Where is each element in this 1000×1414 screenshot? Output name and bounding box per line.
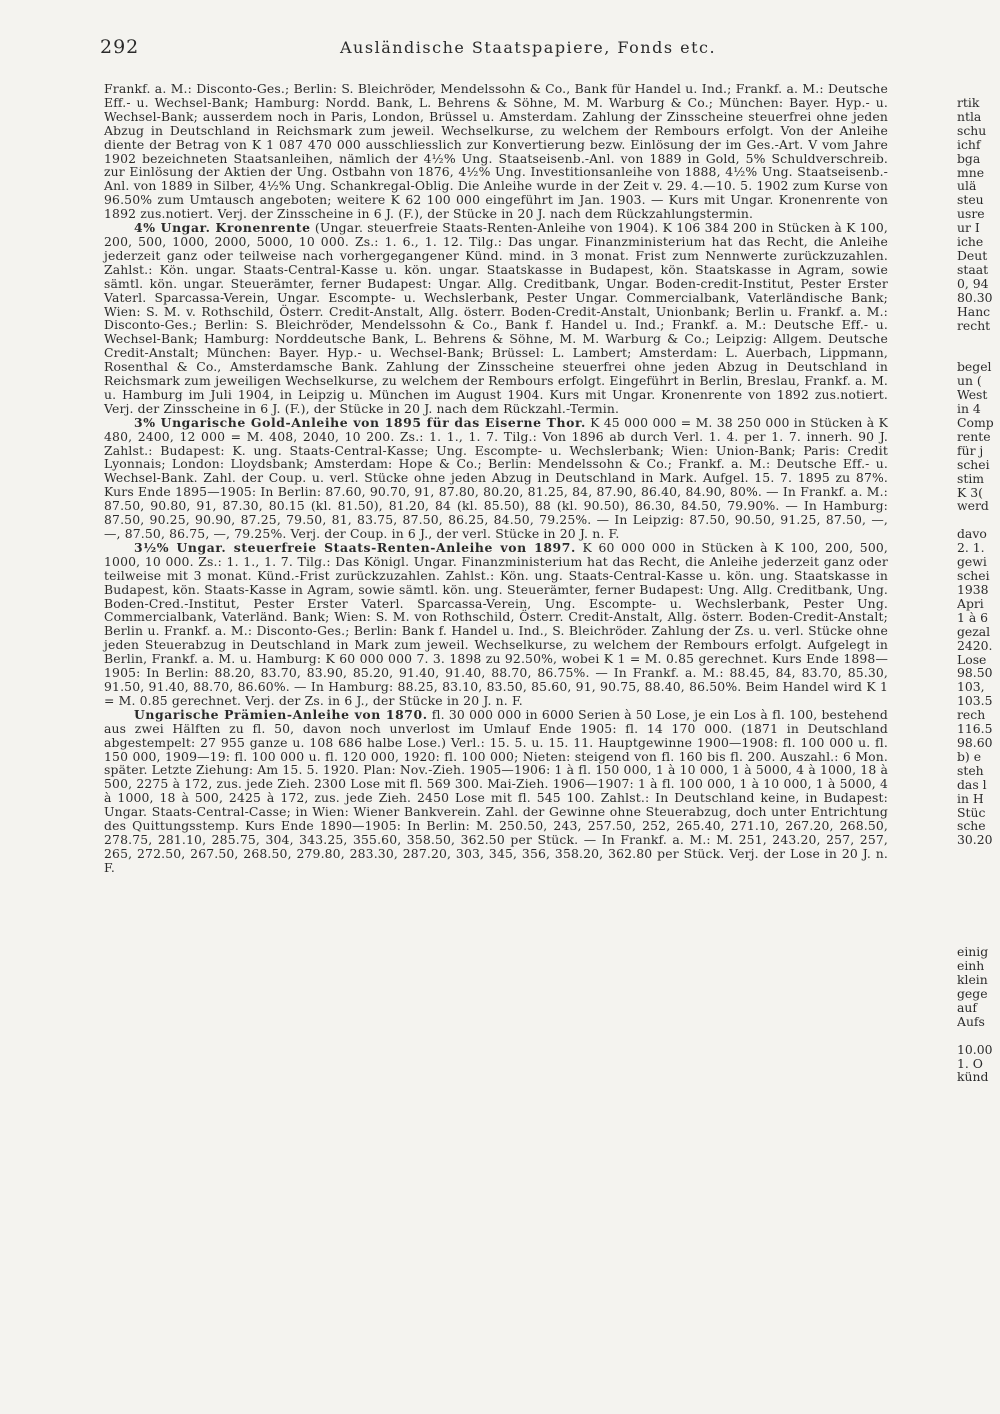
cut-text-line: 98.50: [957, 665, 993, 681]
cut-text-line: rtik: [957, 96, 980, 110]
entry-text: (Ungar. steuerfreie Staats-Renten-Anleihe von 1904). K 106 384 200 in Stücken à K 100, 200, 500, 1000, 2000, 5000, 10 000. Zs.: 1. 6., 1. 12. Tilg.: Das ungar. Finanzministerium hat das Recht, die Anleihe jederzeit ganz oder teilweise nach vorhergegangener Künd. mind. in 3 monat. Frist zum Nennwerte zurückzuzahlen. Zahlst.: Kön. ungar. Staats-Central-Kasse u. kön. ungar. Staatskasse in Budapest, kön. Staatskasse in Agram, sowie sämtl. kön. ungar. Steuerämter, ferner Budapest: Ungar. Allg. Creditbank, Ungar. Boden-credit-Institut, Pester Erster Vaterl. Sparcassa-Verein, Ungar. Escompte- u. Wechslerbank, Pester Ungar. Commercialbank, Vaterländische Bank; Wien: S. M. v. Rothschild, Österr. Credit-Anstalt, Allg. österr. Boden-Credit-Anstalt, Unionbank; Berlin u. Frankf. a. M.: Disconto-Ges.; Berlin: S. Bleichröder, Mendelssohn & Co., Bank f. Handel u. Ind.; Frankf. a. M.: Deutsche Eff.- u. Wechsel-Bank; Hamburg: Norddeutsche Bank, L. Behrens & Söhne, M. M. Warburg & Co.; Leipzig: Allgem. Deutsche Credit-Anstalt; München: Bayer. Hyp.- u. Wechsel-Bank; Brüssel: L. Lambert; Amsterdam: L. Auerbach, Lippmann, Rosenthal & Co., Amsterdamsche Bank. Zahlung der Zinsscheine steuerfrei ohne jeden Abzug in Deutschland in Reichsmark zum jeweiligen Wechselkurse, zu welchem der Rembours erfolgt. Eingeführt in Berlin, Breslau, Frankf. a. M. u. Hamburg im Juli 1904, in Leipzig u. München im August 1904. Kurs mit Ungar. Kronenrente von 1892 zus.notiert. Verj. der Zinsscheine in 6 J. (F.), der Stücke in 20 J. nach dem Rückzahl.-Termin.: [104, 220, 888, 416]
cut-text-line: 1938: [957, 582, 989, 597]
cut-text-line: einh: [957, 958, 985, 974]
cut-text-line: [957, 346, 1000, 360]
cut-text-line: [957, 861, 1000, 875]
cut-text-line: stim: [957, 470, 985, 486]
adjacent-page-fragment: [957, 96, 1000, 1084]
cut-text-line: werd: [957, 498, 989, 514]
entry-text: K 60 000 000 in Stücken à K 100, 200, 500, 1000, 10 000. Zs.: 1. 1., 1. 7. Tilg.: Das Königl. Ungar. Finanzministerium hat das Recht, die Anleihe jederzeit ganz oder teilweise mit 3 monat. Künd.-Frist zurückzuzahlen. Zahlst.: Kön. ung. Staats-Central-Kasse u. kön. ung. Staatskasse in Budapest, kön. Staats-Kasse in Agram, sowie sämtl. kön. ung. Steuerämter, ferner Budapest: Ung. Allg. Creditbank, Ung. Boden-Cred.-Institut, Pester Erster Vaterl. Sparcassa-Verein, Ung. Escompte- u. Wechslerbank, Pester Ung. Commercialbank, Vaterländ. Bank; Wien: S. M. von Rothschild, Österr. Credit-Anstalt, Allg. österr. Boden-Credit-Anstalt; Berlin u. Frankf. a. M.: Disconto-Ges.; Berlin: Bank f. Handel u. Ind., S. Bleichröder. Zahlung der Zs. u. verl. Stücke ohne jeden Steuerabzug in Deutschland in Mark zum jeweil. Wechselkurse, zu welchem der Rembours erfolgt. Aufgelegt in Berlin, Frankf. a. M. u. Hamburg: K 60 000 000 7. 3. 1898 zu 92.50%, wobei K 1 = M. 0.85 gerechnet. Kurs Ende 1898—1905: In Berlin: 88.20, 83.70, 83.90, 85.20, 91.40, 91.40, 88.70, 86.75%. — In Frankf. a. M.: 88.45, 84, 83.70, 85.30, 91.50, 91.40, 88.70, 86.60%. — In Hamburg: 88.25, 83.10, 83.50, 85.60, 91, 90.75, 88.40, 86.50%. Beim Handel wird K 1 = M. 0.85 gerechnet. Verj. der Zs. in 6 J., der Stücke in 20 J. n. F.: [104, 539, 888, 708]
cut-text-line: auf: [957, 999, 977, 1015]
cut-text-line: begel: [957, 359, 992, 375]
cut-text-line: Aufs: [957, 1013, 985, 1029]
cut-text-line: [957, 889, 1000, 903]
cut-text-line: [957, 332, 1000, 346]
cut-text-line: recht: [957, 317, 991, 333]
entry-heading: 4% Ungar. Kronenrente: [134, 220, 311, 236]
page-number: 292: [100, 36, 140, 58]
cut-text-line: 10.00: [957, 1041, 993, 1057]
cut-text-line: bga: [957, 150, 981, 166]
entry-heading: 3% Ungarische Gold-Anleihe von 1895 für das Eiserne Thor.: [134, 414, 586, 430]
cut-text-line: steh: [957, 762, 984, 778]
cut-text-line: sche: [957, 818, 986, 834]
entry-kronenrente: [104, 221, 888, 416]
cut-text-line: gege: [957, 985, 988, 1001]
cut-text-line: [957, 917, 1000, 931]
cut-text-line: K 3(: [957, 484, 983, 500]
cut-text-line: [957, 875, 1000, 889]
entry-heading: Ungarische Prämien-Anleihe von 1870.: [134, 706, 428, 722]
cut-text-line: ur I: [957, 220, 980, 236]
cut-text-line: 103.5: [957, 693, 993, 709]
cut-text-line: in 4: [957, 401, 981, 417]
cut-text-line: [957, 513, 1000, 527]
entry-text: K 45 000 000 = M. 38 250 000 in Stücken à K 480, 2400, 12 000 = M. 408, 2040, 10 200. Zs.: 1. 1., 1. 7. Tilg.: Von 1896 ab durch Verl. 1. 4. per 1. 7. innerh. 90 J. Zahlst.: Budapest: K. ung. Staats-Central-Kasse; Ung. Escompte- u. Wechslerbank; Wien: Union-Bank; Paris: Credit Lyonnais; London: Lloydsbank; Amsterdam: Hope & Co.; Berlin: Mendelssohn & Co.; Frankf. a. M.: Deutsche Eff.- u. Wechsel-Bank. Zahl. der Coup. u. verl. Stücke ohne jeden Abzug in Deutschland in Mark. Aufgel. 15. 7. 1895 zu 87%. Kurs Ende 1895—1905: In Berlin: 87.60, 90.70, 91, 87.80, 80.20, 81.25, 84, 87.90, 86.40, 84.90, 80%. — In Frankf. a. M.: 87.50, 90.80, 91, 87.30, 80.15 (kl. 81.50), 81.20, 84 (kl. 85.50), 88 (kl. 90.50), 86.30, 84.50, 79.90%. — In Hamburg: 87.50, 90.25, 90.90, 87.25, 79.50, 81, 83.75, 87.50, 86.25, 84.50, 79.25%. — In Leipzig: 87.50, 90.50, 91.25, 87.50, —, —, 87.50, 86.75, —, 79.25%. Verj. der Coup. in 6 J., der verl. Stücke in 20 J. n. F.: [104, 414, 888, 541]
cut-text-line: einig: [957, 944, 989, 960]
cut-text-line: davo: [957, 526, 987, 542]
cut-text-line: 116.5: [957, 721, 993, 737]
cut-text-line: Apri: [957, 595, 984, 611]
cut-text-line: 103,: [957, 679, 985, 695]
cut-text-line: b) e: [957, 748, 982, 764]
cut-text-line: 80.30: [957, 289, 993, 305]
cut-text-line: ichf: [957, 136, 981, 152]
cut-text-line: steu: [957, 192, 984, 208]
cut-text-line: Stüc: [957, 804, 986, 820]
cut-text-line: iche: [957, 234, 984, 250]
cut-text-line: 30.20: [957, 832, 993, 848]
cut-text-line: 98.60: [957, 734, 993, 750]
cut-text-line: schei: [957, 456, 990, 472]
cut-text-line: Hanc: [957, 303, 991, 319]
entry-text: fl. 30 000 000 in 6000 Serien à 50 Lose, je ein Los à fl. 100, bestehend aus zwei Hälften zu fl. 50, davon noch unverlost im Umlauf Ende 1905: fl. 14 170 000. (1871 in Deutschland abgestempelt: 27 955 ganze u. 108 686 halbe Lose.) Verl.: 15. 5. u. 15. 11. Hauptgewinne 1900—1908: fl. 100 000 u. fl. 150 000, 1909—19: fl. 100 000 u. fl. 120 000, 1920: fl. 100 000; Nieten: steigend von fl. 160 bis fl. 200. Auszahl.: 6 Mon. später. Letzte Ziehung: Am 15. 5. 1920. Plan: Nov.-Zieh. 1905—1906: 1 à fl. 150 000, 1 à 10 000, 1 à 5000, 4 à 1000, 18 à 500, 2275 à 172, zus. jede Zieh. 2300 Lose mit fl. 569 300. Mai-Zieh. 1906—1907: 1 à fl. 100 000, 1 à 10 000, 1 à 5000, 4 à 1000, 18 à 500, 2425 à 172, zus. jede Zieh. 2450 Lose mit fl. 545 100. Zahlst.: In Deutschland keine, in Budapest: Ungar. Staats-Central-Casse; in Wien: Wiener Bankverein. Zahl. der Gewinne ohne Steuerabzug, doch unter Entrichtung des Quittungsstemp. Kurs Ende 1890—1905: In Berlin: M. 250.50, 243, 257.50, 252, 265.40, 271.10, 267.20, 268.50, 278.75, 281.10, 285.75, 304, 343.25, 355.60, 358.50, 362.50 per Stück. — In Frankf. a. M.: M. 251, 243.20, 257, 257, 265, 272.50, 267.50, 268.50, 279.80, 283.30, 287.20, 303, 345, 356, 358.20, 362.80 per Stück. Verj. der Lose in 20 J. n. F.: [104, 706, 888, 875]
cut-text-line: West: [957, 387, 988, 403]
main-column: [104, 82, 888, 875]
cut-text-line: schei: [957, 568, 990, 584]
cut-text-line: rente: [957, 428, 991, 444]
cut-text-line: usre: [957, 206, 985, 222]
cut-text-line: rech: [957, 707, 986, 723]
cut-text-line: Comp: [957, 415, 994, 431]
cut-text-line: [957, 903, 1000, 917]
cut-text-line: mne: [957, 164, 985, 180]
cut-text-line: in H: [957, 790, 984, 806]
cut-text-line: ntla: [957, 108, 982, 124]
cut-text-line: Lose: [957, 651, 987, 667]
entry-heading: 3½% Ungar. steuerfreie Staats-Renten-Anleihe von 1897.: [134, 539, 576, 555]
cut-text-line: 2. 1.: [957, 540, 985, 556]
cut-text-line: un (: [957, 373, 982, 389]
cut-text-line: [957, 931, 1000, 945]
cut-text-line: klein: [957, 972, 988, 988]
cut-text-line: 1 à 6: [957, 609, 989, 625]
entry-staats-renten-1897: [104, 541, 888, 708]
cut-text-line: [957, 1029, 1000, 1043]
cut-text-line: 0, 94: [957, 275, 989, 291]
cut-text-line: staat: [957, 261, 989, 277]
cut-text-line: für j: [957, 442, 984, 458]
cut-text-line: 1. O: [957, 1055, 983, 1071]
cut-text-line: [957, 847, 1000, 861]
cut-text-line: gezal: [957, 623, 991, 639]
cut-text-line: das l: [957, 776, 987, 792]
entry-gold-anleihe-1895: [104, 416, 888, 541]
intro-paragraph: Frankf. a. M.: Disconto-Ges.; Berlin: S. Bleichröder, Mendelssohn & Co., Bank für Handel u. Ind.; Frankf. a. M.: Deutsche Eff.- u. Wechsel-Bank; Hamburg: Nordd. Bank, L. Behrens & Söhne, M. M. Warburg & Co.; München: Bayer. Hyp.- u. Wechsel-Bank; ausserdem noch in Paris, London, Brüssel u. Amsterdam. Zahlung der Zinsscheine steuerfrei ohne jeden Abzug in Deutschland in Reichsmark zum jeweil. Wechselkurse, zu welchem der Rembours erfolgt. Von der Anleihe diente der Betrag von K 1 087 470 000 ausschliesslich zur Konvertierung bezw. Einlösung der im Ges.-Art. V vom Jahre 1902 bezeichneten Staatsanleihen, nämlich der 4½% Ung. Staatseisenb.-Anl. von 1889 in Gold, 5% Schuldverschreib. zur Einlösung der Aktien der Ung. Ostbahn von 1876, 4½% Ung. Investitionsanleihe von 1888, 4½% Ung. Staatseisenb.-Anl. von 1889 in Silber, 4½% Ung. Schankregal-Oblig. Die Anleihe wurde in der Zeit v. 29. 4.—10. 5. 1902 zum Kurse von 96.50% zum Umtausch angeboten; weitere K 62 100 000 eingeführt im Jan. 1903. — Kurs mit Ungar. Kronenrente von 1892 zus.notiert. Verj. der Zinsscheine in 6 J. (F.), der Stücke in 20 J. nach dem Rückzahlungstermin.: [104, 81, 888, 222]
entry-praemien-anleihe-1870: [104, 708, 888, 875]
cut-text-line: künd: [957, 1069, 989, 1085]
cut-text-line: Deut: [957, 247, 988, 263]
cut-text-line: schu: [957, 122, 987, 138]
cut-text-line: ulä: [957, 178, 977, 194]
cut-text-line: 2420.: [957, 637, 993, 653]
cut-text-line: gewi: [957, 554, 987, 570]
running-head: Ausländische Staatspapiere, Fonds etc.: [340, 38, 717, 57]
